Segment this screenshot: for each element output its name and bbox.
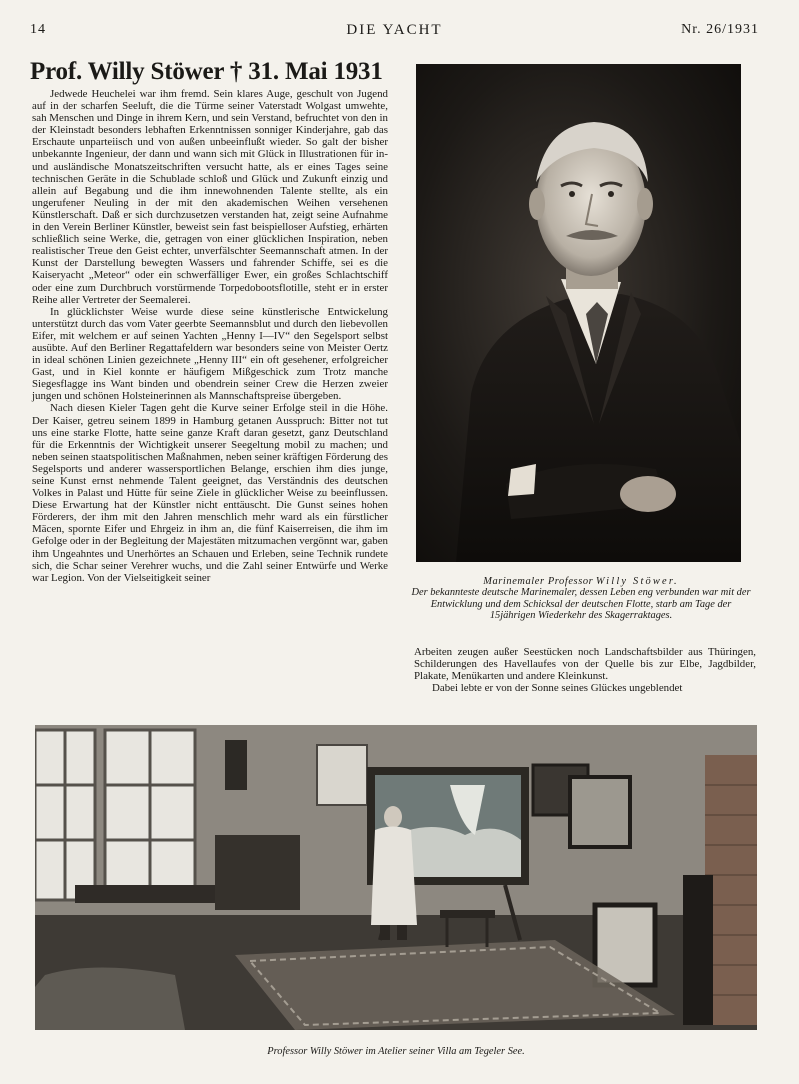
page-header (30, 22, 759, 46)
caption-text: Der bekannteste deutsche Marinemaler, dessen Leben eng verbunden war mit der Entwicklung und dem Schicksal der deutschen Flotte, starb am Tage der 15jährigen Wiederkehr des Skagerraktages. (411, 587, 751, 622)
studio-photo (35, 725, 757, 1030)
left-column (32, 88, 388, 584)
paragraph: Jedwede Heuchelei war ihm fremd. Sein klares Auge, geschult von Jugend auf in der scharfen Seeluft, die die Türme seiner Vaterstadt Wolgast umwehte, sah Menschen und Dinge in ihrem Kern, und sein Verstand, befruchtet von den in der Kleinstadt besonders lebhaften Erkenntnissen sonniger Kinderjahre, gab das Erschaute unparteiisch und von außen unbeeinflußt wieder. So galt der bisher unbekannte Ingenieur, der dann und wann sich mit Glück in Illustrationen für in- und ausländische Monatszeitschriften versucht hatte, als er eines Tages seine technischen Geräte in die Schublade schloß und Glück und Zukunft einzig und allein auf Begabung und die ihm innewohnenden Talente stellte, als ein ungerufener Neuling in der mit den akademischen Weihen versehenen Künstlerschaft. Daß er sich durchzusetzen verstanden hat, zeigt seine Aufnahme in den Verein Berliner Künstler, beweist sein fast beispielloser Aufstieg, erhärten schließlich seine Werke, die, getragen von einer glücklichen Inspiration, neben realistischer Treue den Geist echter, unverfälschter Seemannschaft atmen. In der Kunst der Darstellung bewegten Wassers und fahrender Schiffe, sei es die Kaiseryacht „Meteor“ oder ein schwerfälliger Ewer, ein großes Schlachtschiff oder eine zum Durchbruch vorstürmende Torpedobootsflotille, steht er in erster Reihe aller Vertreter der Seemalerei. (32, 88, 388, 306)
caption-name: Willy Stöwer. (595, 576, 679, 587)
paragraph: Arbeiten zeugen außer Seestücken noch Landschaftsbilder aus Thüringen, Schilderungen des Havellaufes von der Quelle bis zur Elbe, Jagdbilder, Plakate, Menükarten und andere Kleinkunst. (414, 646, 756, 683)
article-title: Prof. Willy Stöwer † 31. Mai 1931 (30, 58, 383, 85)
studio-caption: Professor Willy Stöwer im Atelier seiner Villa am Tegeler See. (267, 1046, 525, 1057)
issue-number: Nr. 26/1931 (681, 22, 759, 37)
magazine-title: DIE YACHT (346, 22, 443, 38)
portrait-figure (416, 64, 741, 562)
paragraph: Nach diesen Kieler Tagen geht die Kurve seiner Erfolge steil in die Höhe. Der Kaiser, getreu seinem 1899 in Hamburg getanen Ausspruch: Bitter not tut uns eine starke Flotte, hatte seine ganze Kraft daran gesetzt, ganz Deutschland für die Erkenntnis der Wichtigkeit unserer Seegeltung mobil zu machen; und neben seinen staatspolitischen Maßnahmen, neben seiner kräftigen Förderung des Segelsports und anderer wassersportlichen Belange, erschien ihm dies junge, seine Kunst ernst nehmende Talent geeignet, das Verständnis des deutschen Volkes in Palast und Hütte für seine Ziele in glücklicher Weise zu beeinflussen. Diese Erwartung hat der Künstler nicht enttäuscht. Die Gunst seines hohen Förderers, der ihm mit den Jahren menschlich mehr ward als ein fürstlicher Mäcen, spornte Eifer und Ehrgeiz in ihm an, die fünf Kaiserreisen, die ihm im Gefolge oder in der Begleitung der Majestäten mitzumachen vergönnt war, gaben ihm Ungeahntes und Unerhörtes an Schauen und Erleben, seine Technik rundete sich, die Schar seiner Verehrer wuchs, und die Zahl seiner Entwürfe und Werke war Legion. Von der Vielseitigkeit seiner (32, 402, 388, 584)
page-number: 14 (30, 22, 46, 37)
paragraph: In glücklichster Weise wurde diese seine künstlerische Entwickelung unterstützt durch das vom Vater geerbte Seemannsblut und durch den liebevollen Eifer, mit welchem er auf seinen Yachten „Henny I—IV“ den Segelsport selbst ausübte. Auf den Berliner Regattafeldern war besonders seine von Meister Oertz in ideal schönen Linien gezeichnete „Henny III“ ein oft gesehener, erfolgreicher Gast, und in Kiel konnte er häufigem Mißgeschick zum Trotz manche Siegesflagge ins Want binden und obendrein seiner Crew die Herzen zweier jungen und schönen Holsteinerinnen als Mannschaftspreise übergeben. (32, 305, 388, 403)
portrait-caption (408, 576, 754, 622)
caption-lead: Marinemaler Professor (483, 576, 594, 587)
right-column (414, 646, 756, 694)
paragraph: Dabei lebte er von der Sonne seines Glückes ungeblendet (432, 682, 683, 695)
studio-scene (35, 725, 757, 1030)
portrait-photo (416, 64, 741, 562)
window-left (35, 730, 195, 900)
